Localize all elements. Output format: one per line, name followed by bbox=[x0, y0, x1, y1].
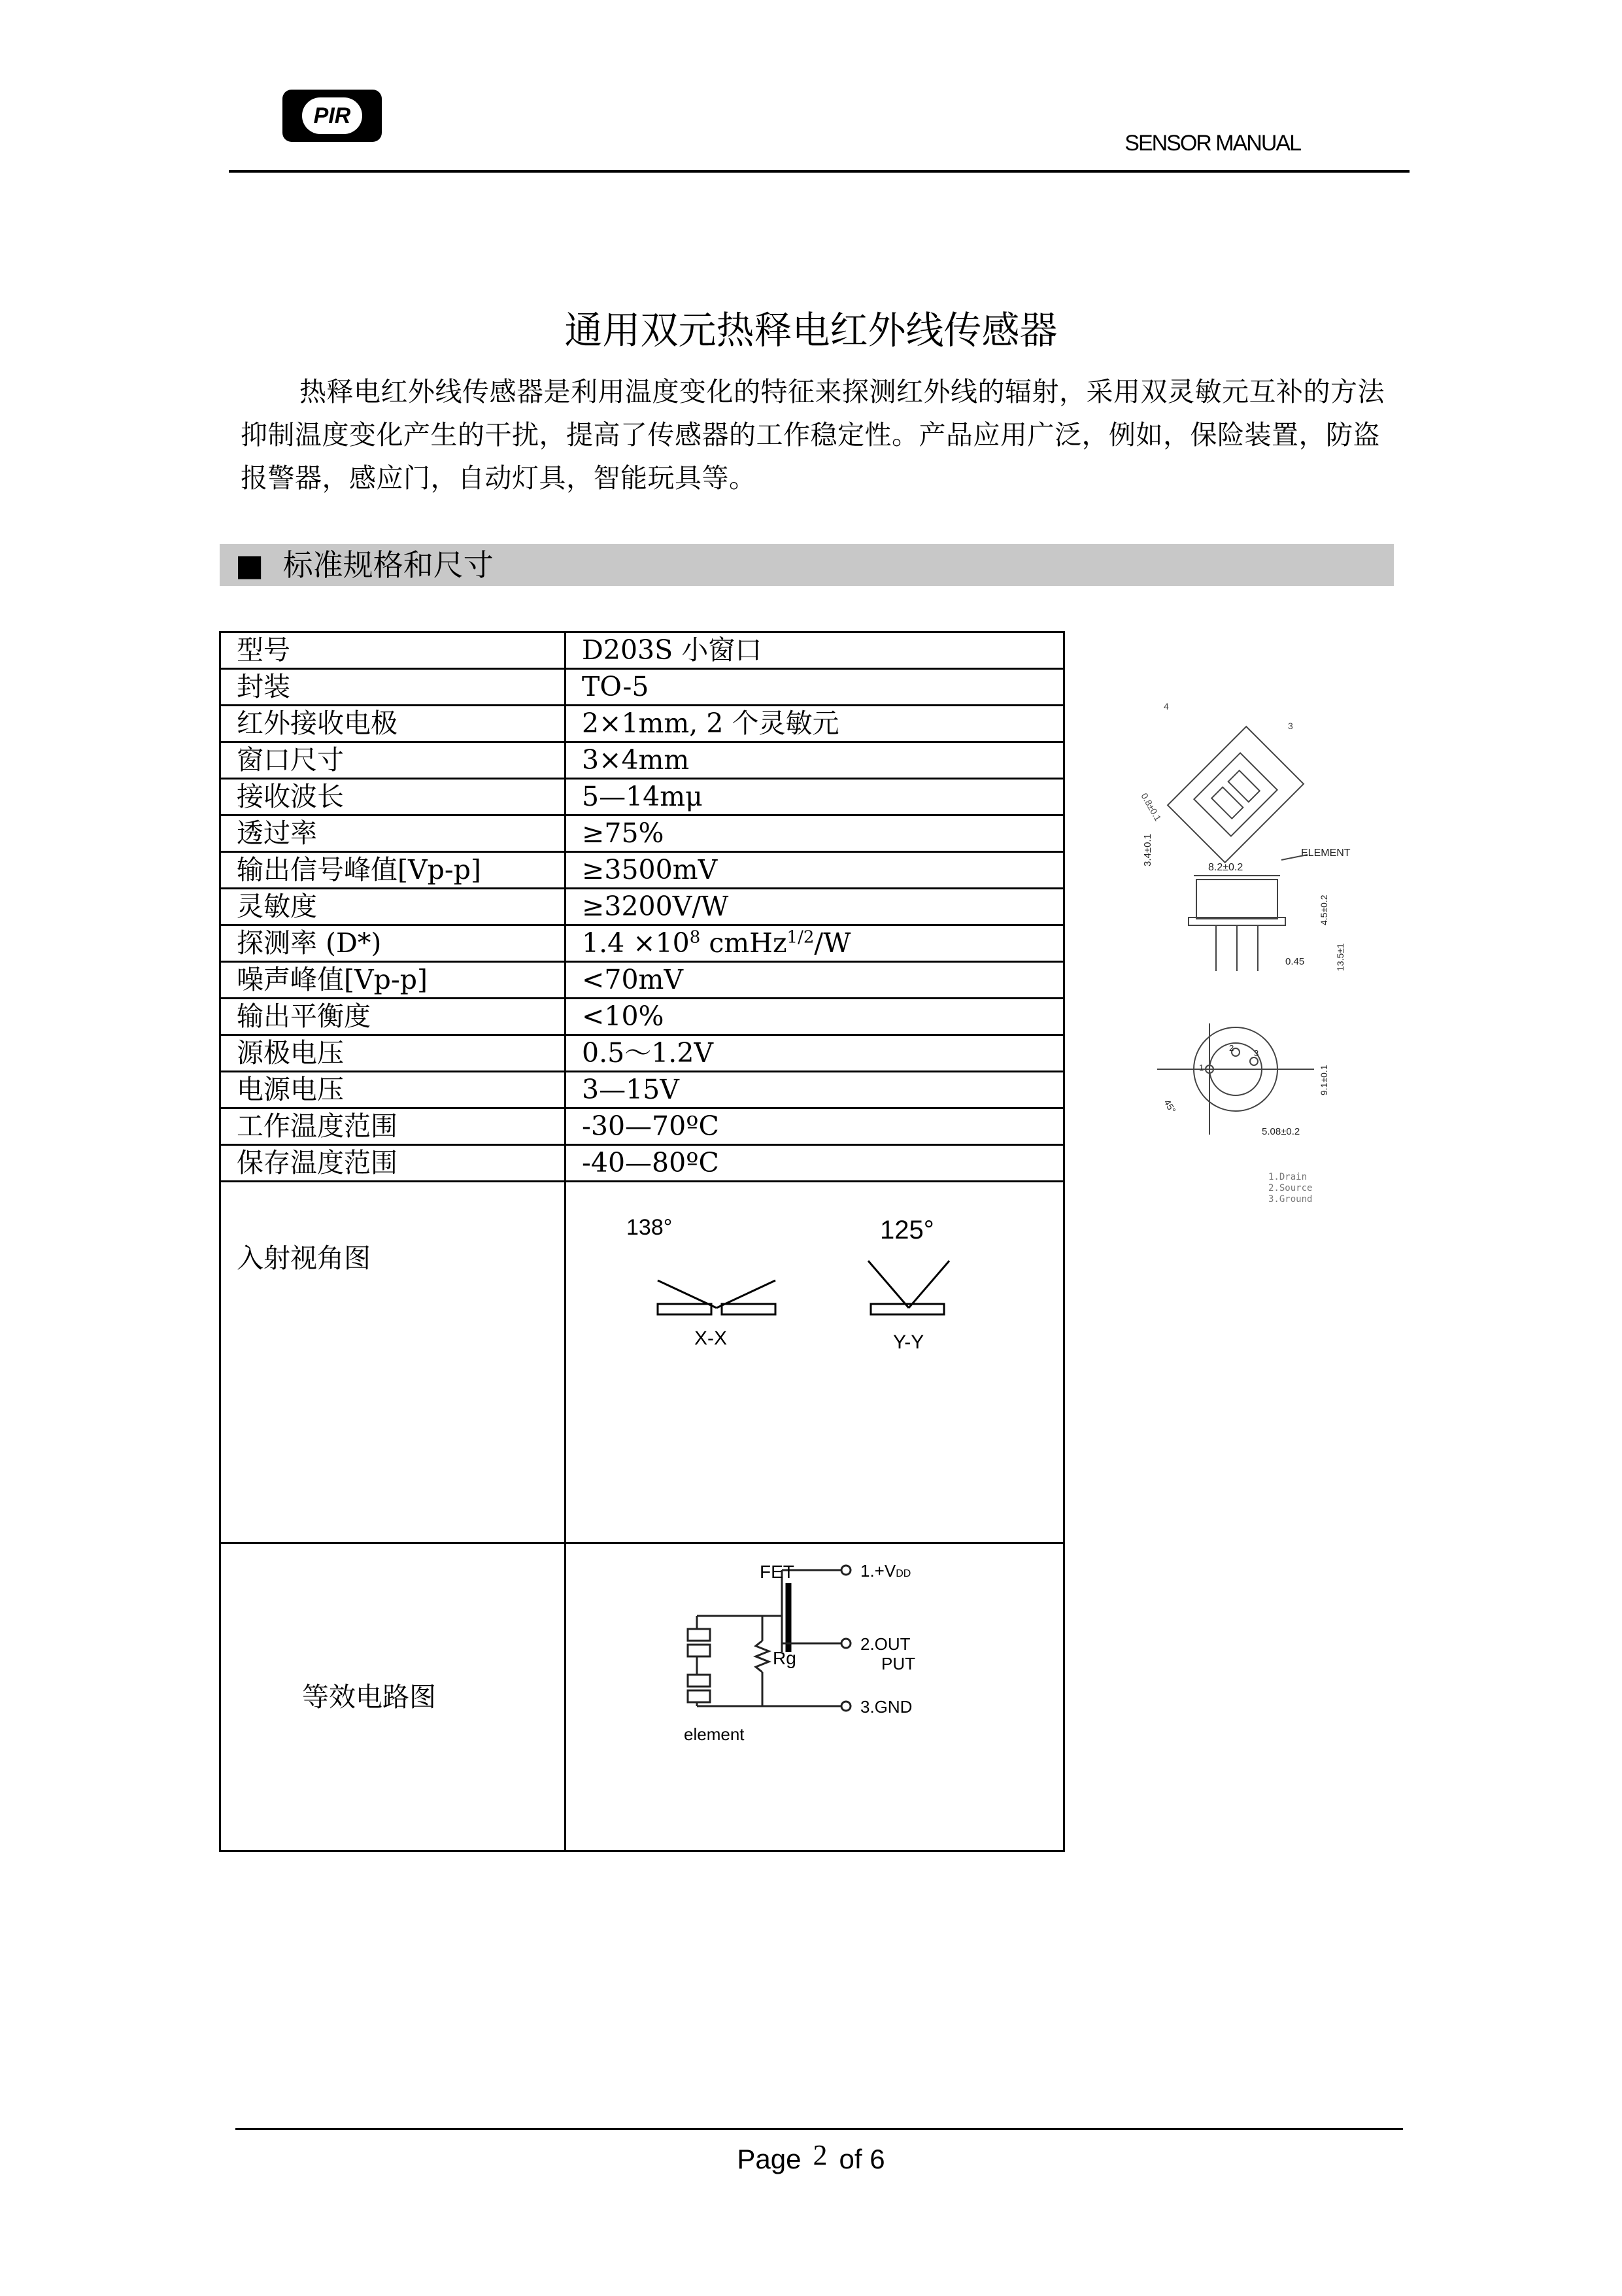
table-row bbox=[220, 1072, 1064, 1108]
can-outline bbox=[1168, 727, 1304, 863]
table-row bbox=[220, 706, 1064, 742]
detectivity-unit-exponent: 1/2 bbox=[786, 927, 815, 948]
spec-label: 源极电压 bbox=[220, 1035, 566, 1072]
pin4-number: 4 bbox=[1164, 703, 1169, 711]
circuit-diagram bbox=[566, 1544, 1063, 1792]
pin-legend-item: 2.Source bbox=[1268, 1183, 1313, 1193]
spec-label: 窗口尺寸 bbox=[220, 742, 566, 779]
dim-angle: 45° bbox=[1162, 1097, 1178, 1115]
pin1-label: 1.+VDD bbox=[860, 1561, 911, 1581]
spec-label: 工作温度范围 bbox=[220, 1108, 566, 1145]
spec-label: 保存温度范围 bbox=[220, 1145, 566, 1182]
spec-label: 噪声峰值[Vp-p] bbox=[220, 962, 566, 999]
dim-lead-length: 13.5±1 bbox=[1335, 943, 1345, 971]
spec-label: 输出平衡度 bbox=[220, 999, 566, 1035]
section-header bbox=[235, 547, 494, 583]
spec-label: 探测率 (D*) bbox=[220, 925, 566, 962]
spec-value: TO-5 bbox=[566, 669, 1064, 706]
page-number: 2 bbox=[813, 2139, 828, 2171]
fov-axis-x: X-X bbox=[694, 1328, 728, 1349]
rg-label: Rg bbox=[773, 1648, 796, 1668]
dim-body-height: 4.5±0.2 bbox=[1319, 895, 1329, 925]
element-plate-2 bbox=[688, 1645, 710, 1656]
rg-resistor bbox=[756, 1641, 769, 1672]
spec-value: 2×1mm, 2 个灵敏元 bbox=[566, 706, 1064, 742]
header-rule bbox=[229, 170, 1410, 173]
dim-pin-width: 0.8±0.1 bbox=[1139, 791, 1164, 823]
pin-hole-3 bbox=[1250, 1057, 1258, 1065]
spec-value: -40—80ºC bbox=[566, 1145, 1064, 1182]
fov-x-element-right bbox=[722, 1304, 775, 1314]
spec-value: 0.5～1.2V bbox=[566, 1035, 1064, 1072]
element-callout: ELEMENT bbox=[1301, 848, 1351, 859]
pin2-label: 2.OUT bbox=[860, 1634, 911, 1654]
table-row bbox=[220, 999, 1064, 1035]
pin3-number: 3 bbox=[1288, 721, 1293, 731]
table-row bbox=[220, 1145, 1064, 1182]
table-row bbox=[220, 925, 1064, 962]
spec-value: 3—15V bbox=[566, 1072, 1064, 1108]
element-label: element bbox=[684, 1724, 745, 1744]
spec-value: 5—14mμ bbox=[566, 779, 1064, 815]
spec-label: 电源电压 bbox=[220, 1072, 566, 1108]
table-row bbox=[220, 669, 1064, 706]
page-title: 通用双元热释电红外线传感器 bbox=[564, 308, 1058, 352]
pin2-number: 2 bbox=[1229, 1043, 1234, 1053]
table-row bbox=[220, 815, 1064, 852]
window-outline bbox=[1194, 753, 1277, 836]
pir-logo bbox=[282, 90, 382, 142]
pin-legend-item: 3.Ground bbox=[1268, 1194, 1313, 1205]
spec-value: 3×4mm bbox=[566, 742, 1064, 779]
spec-table bbox=[219, 631, 1065, 1852]
pin2-label-2: PUT bbox=[881, 1654, 915, 1673]
spec-value: ≥75% bbox=[566, 815, 1064, 852]
table-row bbox=[220, 1108, 1064, 1145]
spec-label: 透过率 bbox=[220, 815, 566, 852]
spec-label: 灵敏度 bbox=[220, 889, 566, 925]
detectivity-exponent: 8 bbox=[689, 927, 701, 948]
spec-value: D203S 小窗口 bbox=[566, 632, 1064, 669]
fov-diagram-cell bbox=[566, 1182, 1064, 1543]
page-label: Page bbox=[737, 2144, 802, 2174]
spec-label: 输出信号峰值[Vp-p] bbox=[220, 852, 566, 889]
top-view bbox=[1168, 727, 1304, 863]
spec-value: ≥3500mV bbox=[566, 852, 1064, 889]
detectivity-unit: cmHz bbox=[700, 927, 787, 959]
dim-cap-height: 3.4±0.1 bbox=[1142, 834, 1153, 866]
circuit-label: 等效电路图 bbox=[220, 1543, 566, 1851]
fov-axis-y: Y-Y bbox=[893, 1331, 924, 1353]
fov-label: 入射视角图 bbox=[220, 1182, 566, 1543]
pin1-number: 1 bbox=[1199, 1063, 1204, 1072]
section-bullet: ■ bbox=[235, 547, 264, 583]
pin3-label: 3.GND bbox=[860, 1697, 913, 1717]
table-row bbox=[220, 1543, 1064, 1851]
spec-label: 型号 bbox=[220, 632, 566, 669]
pin-legend-item: 1.Drain bbox=[1268, 1172, 1308, 1182]
fov-x-element-left bbox=[658, 1304, 711, 1314]
spec-value: <70mV bbox=[566, 962, 1064, 999]
dim-pin-spacing: 5.08±0.2 bbox=[1262, 1126, 1300, 1137]
pin3-terminal bbox=[841, 1702, 851, 1711]
table-row bbox=[220, 779, 1064, 815]
element-plate-1 bbox=[688, 1629, 710, 1641]
pin3-number-bottom: 3 bbox=[1254, 1048, 1259, 1058]
fet-label: FET bbox=[760, 1562, 794, 1582]
spec-label: 封装 bbox=[220, 669, 566, 706]
spec-value: ≥3200V/W bbox=[566, 889, 1064, 925]
page-footer bbox=[0, 2139, 1622, 2176]
mechanical-drawing bbox=[1138, 703, 1386, 1220]
table-row bbox=[220, 1182, 1064, 1543]
table-row bbox=[220, 742, 1064, 779]
spec-value bbox=[566, 925, 1064, 962]
table-row bbox=[220, 962, 1064, 999]
table-row bbox=[220, 632, 1064, 669]
fov-diagram bbox=[566, 1182, 1063, 1379]
pin1-terminal bbox=[841, 1566, 851, 1575]
spec-label: 接收波长 bbox=[220, 779, 566, 815]
intro-paragraph: 热释电红外线传感器是利用温度变化的特征来探测红外线的辐射，采用双灵敏元互补的方法抑制温度变化产生的干扰，提高了传感器的工作稳定性。产品应用广泛，例如，保险装置，防盗报警器，感应门，自动灯具，智能玩具等。 bbox=[241, 376, 1385, 494]
page-total: of 6 bbox=[839, 2144, 885, 2174]
header-title: SENSOR MANUAL bbox=[1124, 131, 1300, 156]
spec-value: -30—70ºC bbox=[566, 1108, 1064, 1145]
fov-angle-y: 125° bbox=[880, 1216, 934, 1244]
spec-value: <10% bbox=[566, 999, 1064, 1035]
table-row bbox=[220, 889, 1064, 925]
element-plate-4 bbox=[688, 1690, 710, 1702]
fov-y-ray-right bbox=[909, 1261, 949, 1308]
dim-lead-dia: 0.45 bbox=[1285, 956, 1305, 967]
table-row bbox=[220, 1035, 1064, 1072]
pin2-terminal bbox=[841, 1639, 851, 1648]
circuit-diagram-cell bbox=[566, 1543, 1064, 1851]
detectivity-base: 1.4 ×10 bbox=[582, 927, 690, 959]
element-plate-3 bbox=[688, 1675, 710, 1687]
logo-text: PIR bbox=[313, 103, 351, 128]
section-title: 标准规格和尺寸 bbox=[282, 547, 494, 583]
detectivity-unit-tail: /W bbox=[814, 927, 851, 959]
dim-pin-circle: 9.1±0.1 bbox=[1319, 1065, 1329, 1095]
can-side bbox=[1196, 880, 1277, 919]
footer-rule bbox=[235, 2128, 1403, 2130]
spec-label: 红外接收电极 bbox=[220, 706, 566, 742]
dim-can-width: 8.2±0.2 bbox=[1208, 862, 1243, 873]
pin-legend bbox=[1268, 1172, 1312, 1205]
fov-angle-x: 138° bbox=[626, 1215, 673, 1240]
table-row bbox=[220, 852, 1064, 889]
fov-y-ray-left bbox=[868, 1261, 909, 1308]
